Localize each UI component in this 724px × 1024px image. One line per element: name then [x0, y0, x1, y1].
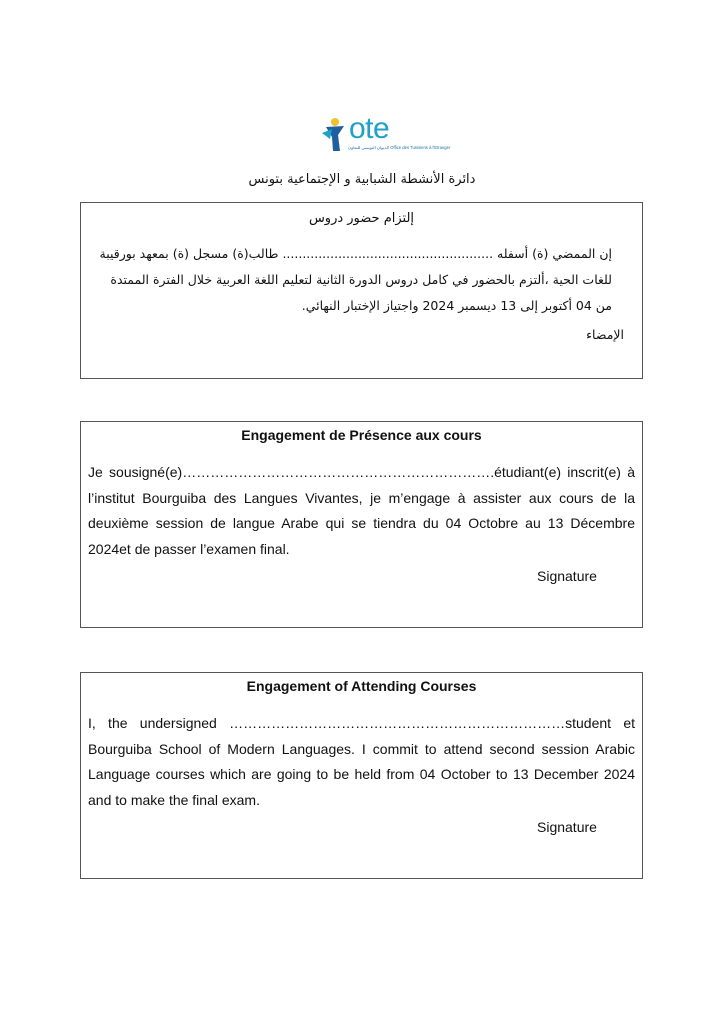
ote-logo: [320, 112, 451, 157]
english-signature-label: Signature: [537, 819, 597, 835]
french-heading: Engagement de Présence aux cours: [241, 427, 482, 443]
arabic-heading: إلتزام حضور دروس: [308, 211, 415, 226]
arabic-signature-label: الإمضاء: [586, 327, 624, 342]
arabic-commitment-box: [80, 202, 643, 379]
logo-subtitle: الديوان التونسي للتعاون Office des Tunisiens à l'Etranger: [348, 145, 451, 150]
french-commitment-box: [80, 421, 643, 628]
french-body: Je sousigné(e)………………………………………………………….étudiant(e) inscrit(e) à l’institut Bourguiba des Langues Vivantes, je m’engage à assister aux cours de la deuxième session de langue Arabe qui se tiendra du 04 Octobre au 13 Décembre 2024et de passer l’examen final.: [88, 464, 635, 557]
english-commitment-box: [80, 672, 643, 879]
department-title: دائرة الأنشطة الشبابية و الإجتماعية بتونس: [248, 172, 476, 187]
english-body: I, the undersigned ………………………………………………………………student et Bourguiba School of Modern Languages. I commit to attend second session Arabic Language courses which are going to be held from 04 October to 13 December 2024 and to make the final exam.: [88, 715, 635, 808]
french-signature-label: Signature: [537, 568, 597, 584]
english-heading: Engagement of Attending Courses: [246, 678, 477, 694]
arabic-body: إن الممضي (ة) أسفله ..................................................... طالب(ة) مسجل (ة) بمعهد بورقيبة للغات الحية ،ألتزم بالحضور في كامل دروس الدورة الثانية لتعليم اللغة العربية خلال الفترة الممتدة من 04 أكتوبر إلى 13 ديسمبر 2024 واجتياز الإختبار النهائي.: [99, 246, 612, 313]
logo-text: ote: [349, 112, 390, 145]
logo-figure-icon: [320, 113, 350, 155]
